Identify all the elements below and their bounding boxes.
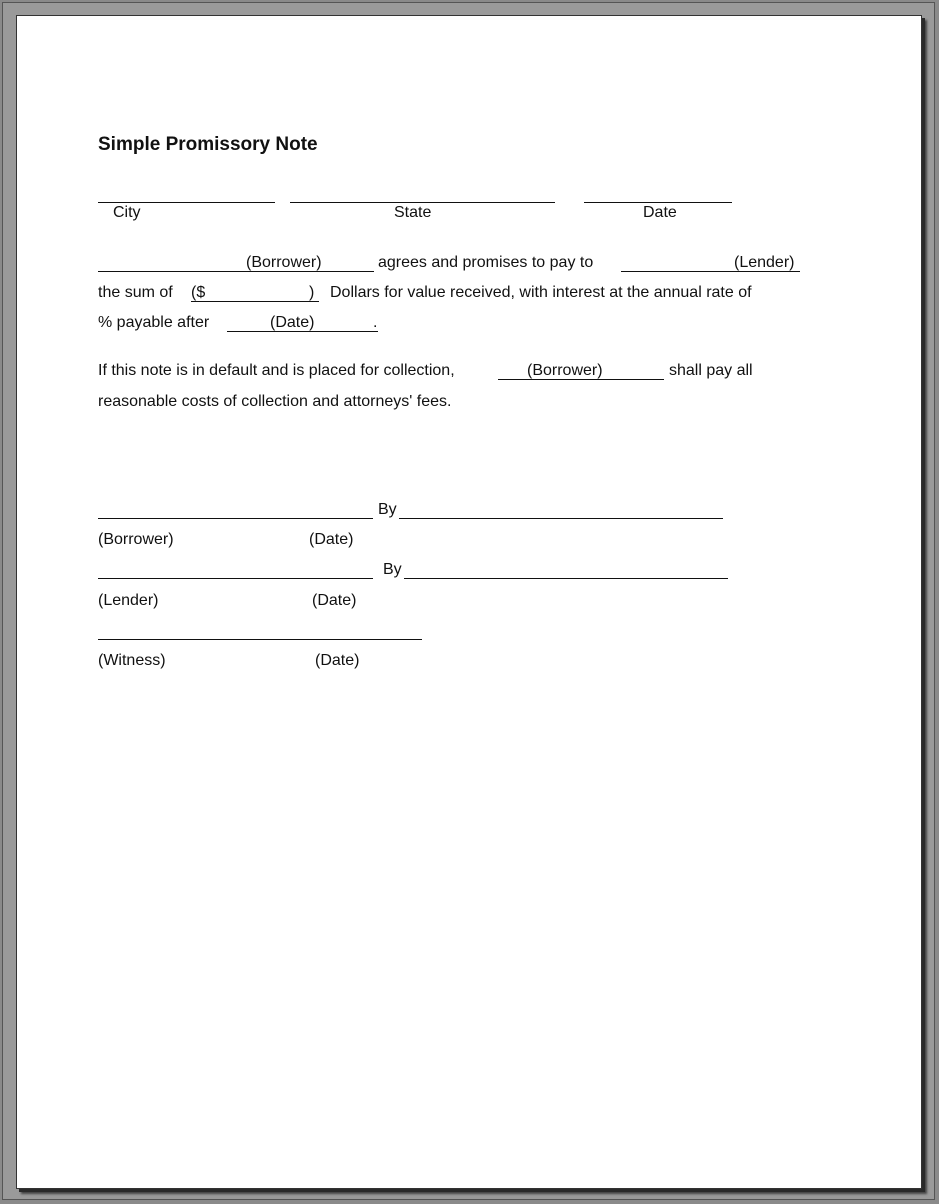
witness-sign-label: (Witness) [98,652,166,669]
state-blank[interactable] [290,202,555,203]
borrower-sign-label: (Borrower) [98,531,174,548]
default-text: If this note is in default and is placed for collection, [98,362,455,379]
dollar-open: ($ [191,284,206,301]
dollar-close: ) [309,284,315,301]
borrower-blank[interactable] [98,271,374,272]
payable-after-text: % payable after [98,314,210,331]
lender-sign-label: (Lender) [98,592,159,609]
borrower-date-label: (Date) [309,531,354,548]
amount-blank[interactable] [191,301,319,302]
witness-signature-line[interactable] [98,639,422,640]
agrees-text: agrees and promises to pay to [378,254,594,271]
shall-pay-text: shall pay all [669,362,753,379]
witness-date-label: (Date) [315,652,360,669]
borrower-signature-line[interactable] [98,518,373,519]
default-borrower-placeholder: (Borrower) [527,362,603,379]
borrower-by-label: By [378,501,397,518]
city-label: City [113,204,141,221]
borrower-by-line[interactable] [399,518,723,519]
costs-text: reasonable costs of collection and attorneys' fees. [98,393,452,410]
lender-by-label: By [383,561,402,578]
lender-date-label: (Date) [312,592,357,609]
document-page [16,15,922,1189]
lender-by-line[interactable] [404,578,728,579]
due-date-placeholder: (Date) [270,314,315,331]
sum-of-text: the sum of [98,284,173,301]
dollars-text: Dollars for value received, with interest at the annual rate of [330,284,752,301]
state-label: State [394,204,432,221]
date-blank[interactable] [584,202,732,203]
lender-placeholder: (Lender) [734,254,795,271]
date-label: Date [643,204,677,221]
page-title: Simple Promissory Note [98,134,318,155]
city-blank[interactable] [98,202,275,203]
lender-signature-line[interactable] [98,578,373,579]
period: . [373,314,378,331]
borrower-placeholder: (Borrower) [246,254,322,271]
